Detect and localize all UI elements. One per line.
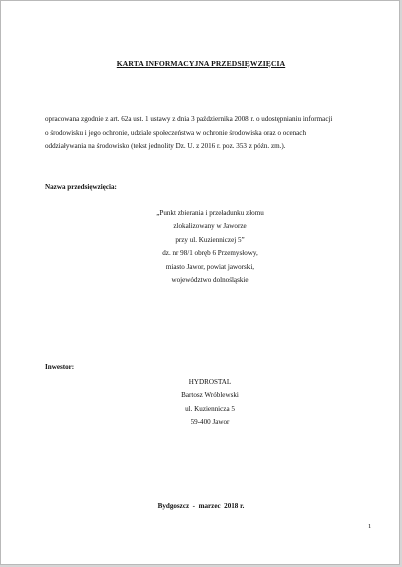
intro-line: oddziaływania na środowisko (tekst jednolity Dz. U. z 2016 r. poz. 353 z późn. zm.).: [45, 142, 286, 150]
project-name-line: miasto Jawor, powiat jaworski,: [165, 262, 255, 271]
place-date-footer: Bydgoszcz - marzec 2018 r.: [157, 502, 245, 510]
intro-paragraph: [45, 113, 372, 154]
intro-line: opracowana zgodnie z art. 62a ust. 1 ustawy z dnia 3 października 2008 r. o udostępnianiu informacji: [45, 115, 333, 123]
intro-line: o środowisku i jego ochronie, udziale społeczeństwa w ochronie środowiska oraz o ocenach: [45, 128, 307, 137]
investor-line: HYDROSTAL: [188, 378, 232, 386]
investor-block: [65, 376, 355, 430]
project-name-line: województwo dolnośląskie: [171, 276, 249, 285]
project-name-label: Nazwa przedsięwzięcia:: [45, 183, 117, 191]
investor-label: Inwestor:: [45, 363, 75, 371]
investor-line: 59-400 Jawor: [190, 418, 230, 427]
project-name-line: zlokalizowany w Jaworze: [173, 222, 247, 231]
project-name-block: [65, 207, 355, 287]
project-name-line: dz. nr 98/1 obręb 6 Przemysłowy,: [162, 249, 258, 258]
document-title: KARTA INFORMACYJNA PRZEDSIĘWZIĘCIA: [116, 59, 286, 68]
project-name-line: „Punkt zbierania i przeładunku złomu: [156, 209, 264, 217]
page-number: 1: [368, 523, 372, 530]
investor-line: Bartosz Wróblewski: [181, 391, 239, 400]
project-name-line: przy ul. Kuzienniczej 5”: [175, 235, 245, 244]
investor-line: ul. Kuziennicza 5: [185, 404, 235, 413]
